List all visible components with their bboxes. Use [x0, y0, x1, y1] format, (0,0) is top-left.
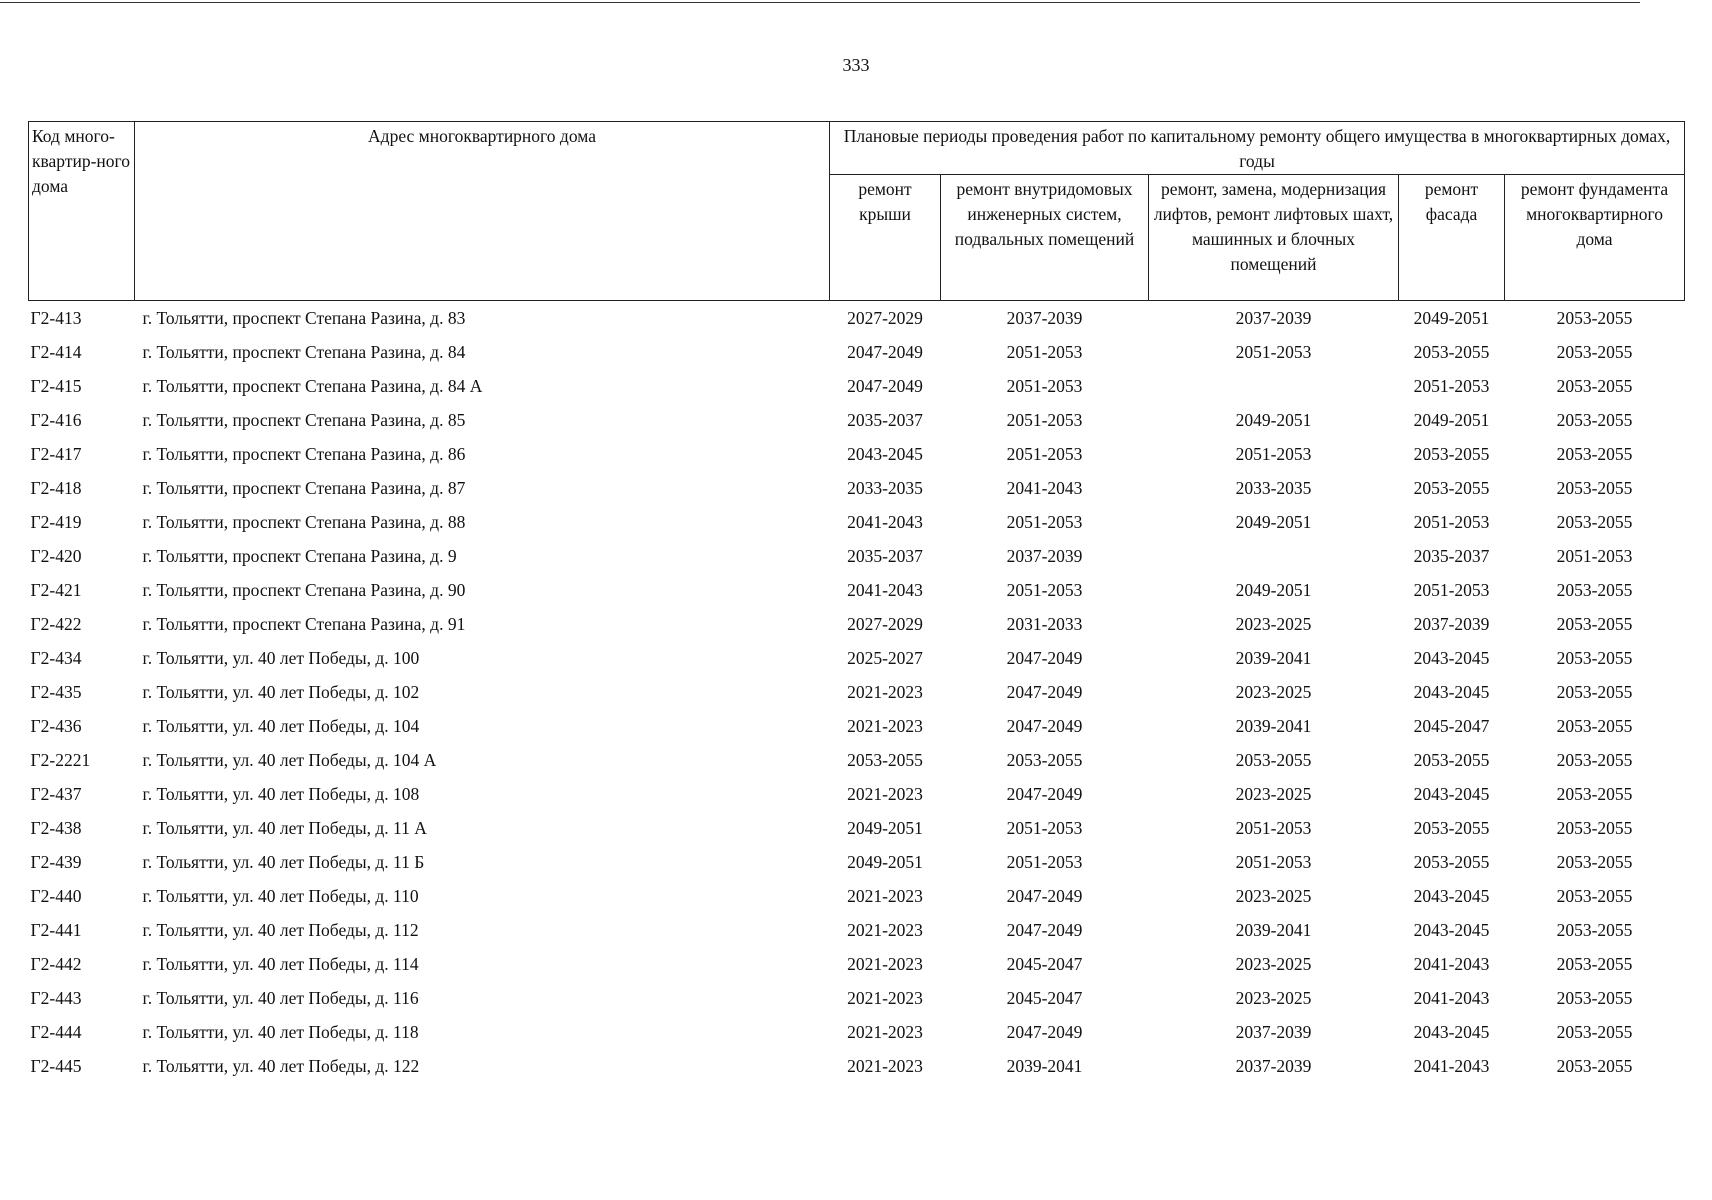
- cell-address: г. Тольятти, проспект Степана Разина, д. 88: [142, 511, 466, 532]
- cell-address: г. Тольятти, проспект Степана Разина, д. 9: [142, 545, 457, 566]
- cell-roof: 2033-2035: [847, 477, 923, 498]
- table-row: [29, 573, 1685, 607]
- cell-elevators: 2053-2055: [1235, 749, 1312, 770]
- cell-address: г. Тольятти, проспект Степана Разина, д. 84 А: [142, 375, 483, 396]
- cell-engineering: 2051-2053: [1006, 579, 1083, 600]
- table-row: [29, 607, 1685, 641]
- cell-foundation: 2053-2055: [1556, 409, 1633, 430]
- cell-code: Г2-417: [30, 443, 82, 464]
- cell-foundation: 2053-2055: [1556, 681, 1633, 702]
- cell-address: г. Тольятти, проспект Степана Разина, д. 85: [142, 409, 466, 430]
- cell-engineering: 2037-2039: [1006, 307, 1083, 328]
- cell-roof: 2035-2037: [847, 545, 923, 566]
- cell-foundation: 2051-2053: [1556, 545, 1633, 566]
- cell-code: Г2-435: [30, 681, 82, 702]
- cell-code: Г2-438: [30, 817, 82, 838]
- cell-elevators: 2037-2039: [1235, 307, 1312, 328]
- cell-elevators: 2051-2053: [1235, 851, 1312, 872]
- page-number: 333: [842, 55, 870, 75]
- cell-facade: 2043-2045: [1413, 647, 1490, 668]
- cell-facade: 2041-2043: [1413, 1055, 1490, 1076]
- cell-code: Г2-441: [30, 919, 82, 940]
- cell-foundation: 2053-2055: [1556, 783, 1633, 804]
- cell-code: Г2-445: [30, 1055, 82, 1076]
- cell-engineering: 2045-2047: [1006, 987, 1083, 1008]
- cell-address: г. Тольятти, ул. 40 лет Победы, д. 110: [142, 885, 419, 906]
- cell-address: г. Тольятти, ул. 40 лет Победы, д. 104: [142, 715, 420, 736]
- cell-engineering: 2047-2049: [1006, 919, 1083, 940]
- cell-code: Г2-416: [30, 409, 82, 430]
- cell-roof: 2041-2043: [847, 511, 923, 532]
- cell-engineering: 2031-2033: [1006, 613, 1083, 634]
- cell-engineering: 2051-2053: [1006, 409, 1083, 430]
- cell-facade: 2043-2045: [1413, 885, 1490, 906]
- cell-foundation: 2053-2055: [1556, 987, 1633, 1008]
- cell-roof: 2021-2023: [847, 715, 923, 736]
- cell-address: г. Тольятти, ул. 40 лет Победы, д. 11 А: [142, 817, 427, 838]
- cell-elevators: [1149, 539, 1399, 573]
- cell-engineering: 2047-2049: [1006, 681, 1083, 702]
- cell-address: г. Тольятти, ул. 40 лет Победы, д. 112: [142, 919, 419, 940]
- cell-facade: 2053-2055: [1413, 341, 1490, 362]
- table-row: [29, 845, 1685, 879]
- cell-foundation: 2053-2055: [1556, 613, 1633, 634]
- table-row: [29, 403, 1685, 437]
- cell-facade: 2051-2053: [1413, 375, 1490, 396]
- cell-address: г. Тольятти, проспект Степана Разина, д. 91: [142, 613, 466, 634]
- table-row: [29, 981, 1685, 1015]
- cell-address: г. Тольятти, ул. 40 лет Победы, д. 11 Б: [142, 851, 425, 872]
- cell-foundation: 2053-2055: [1556, 511, 1633, 532]
- cell-code: Г2-2221: [30, 749, 91, 770]
- cell-address: г. Тольятти, ул. 40 лет Победы, д. 118: [142, 1021, 419, 1042]
- cell-engineering: 2047-2049: [1006, 647, 1083, 668]
- cell-facade: 2043-2045: [1413, 681, 1490, 702]
- cell-code: Г2-443: [30, 987, 82, 1008]
- table-header: [29, 122, 1685, 301]
- table-row: [29, 879, 1685, 913]
- table-row: [29, 777, 1685, 811]
- cell-elevators: 2049-2051: [1235, 579, 1312, 600]
- cell-foundation: 2053-2055: [1556, 919, 1633, 940]
- cell-roof: 2049-2051: [847, 851, 923, 872]
- cell-engineering: 2037-2039: [1006, 545, 1083, 566]
- cell-facade: 2043-2045: [1413, 919, 1490, 940]
- cell-engineering: 2051-2053: [1006, 511, 1083, 532]
- cell-address: г. Тольятти, проспект Степана Разина, д. 84: [142, 341, 466, 362]
- cell-facade: 2043-2045: [1413, 783, 1490, 804]
- cell-code: Г2-420: [30, 545, 82, 566]
- cell-elevators: [1149, 369, 1399, 403]
- table-row: [29, 335, 1685, 369]
- cell-engineering: 2039-2041: [1006, 1055, 1083, 1076]
- cell-foundation: 2053-2055: [1556, 715, 1633, 736]
- cell-facade: 2049-2051: [1413, 409, 1490, 430]
- cell-foundation: 2053-2055: [1556, 443, 1633, 464]
- cell-roof: 2053-2055: [847, 749, 923, 770]
- cell-facade: 2049-2051: [1413, 307, 1490, 328]
- cell-foundation: 2053-2055: [1556, 375, 1633, 396]
- table-row: [29, 709, 1685, 743]
- top-rule: [0, 2, 1640, 3]
- cell-foundation: 2053-2055: [1556, 1055, 1633, 1076]
- cell-foundation: 2053-2055: [1556, 341, 1633, 362]
- cell-code: Г2-414: [30, 341, 82, 362]
- table-body: [29, 301, 1685, 1084]
- cell-engineering: 2051-2053: [1006, 443, 1083, 464]
- cell-facade: 2051-2053: [1413, 511, 1490, 532]
- cell-engineering: 2047-2049: [1006, 783, 1083, 804]
- cell-engineering: 2051-2053: [1006, 817, 1083, 838]
- cell-foundation: 2053-2055: [1556, 579, 1633, 600]
- table-row: [29, 539, 1685, 573]
- cell-roof: 2021-2023: [847, 953, 923, 974]
- cell-roof: 2027-2029: [847, 613, 923, 634]
- header-elevators: ремонт, замена, модернизация лифтов, ремонт лифтовых шахт, машинных и блочных помещений: [1149, 175, 1399, 301]
- cell-roof: 2047-2049: [847, 341, 923, 362]
- cell-facade: 2053-2055: [1413, 477, 1490, 498]
- table-row: [29, 947, 1685, 981]
- cell-roof: 2035-2037: [847, 409, 923, 430]
- header-facade: ремонт фасада: [1399, 175, 1505, 301]
- cell-elevators: 2023-2025: [1235, 885, 1312, 906]
- cell-facade: 2051-2053: [1413, 579, 1490, 600]
- cell-code: Г2-440: [30, 885, 82, 906]
- cell-roof: 2021-2023: [847, 987, 923, 1008]
- cell-roof: 2041-2043: [847, 579, 923, 600]
- cell-foundation: 2053-2055: [1556, 885, 1633, 906]
- cell-roof: 2021-2023: [847, 885, 923, 906]
- cell-facade: 2053-2055: [1413, 851, 1490, 872]
- cell-code: Г2-437: [30, 783, 82, 804]
- cell-address: г. Тольятти, ул. 40 лет Победы, д. 122: [142, 1055, 420, 1076]
- table-row: [29, 913, 1685, 947]
- cell-roof: 2049-2051: [847, 817, 923, 838]
- header-address: Адрес многоквартирного дома: [135, 122, 830, 301]
- cell-code: Г2-418: [30, 477, 82, 498]
- cell-facade: 2035-2037: [1413, 545, 1490, 566]
- cell-roof: 2025-2027: [847, 647, 923, 668]
- cell-elevators: 2023-2025: [1235, 783, 1312, 804]
- table-row: [29, 471, 1685, 505]
- cell-facade: 2053-2055: [1413, 749, 1490, 770]
- cell-address: г. Тольятти, ул. 40 лет Победы, д. 100: [142, 647, 420, 668]
- cell-elevators: 2049-2051: [1235, 511, 1312, 532]
- cell-facade: 2037-2039: [1413, 613, 1490, 634]
- header-engineering: ремонт внутридомовых инженерных систем, подвальных помещений: [941, 175, 1149, 301]
- cell-facade: 2043-2045: [1413, 1021, 1490, 1042]
- table-row: [29, 811, 1685, 845]
- cell-address: г. Тольятти, проспект Степана Разина, д. 90: [142, 579, 466, 600]
- cell-engineering: 2051-2053: [1006, 375, 1083, 396]
- repair-schedule-table: [28, 121, 1685, 1083]
- cell-elevators: 2023-2025: [1235, 613, 1312, 634]
- cell-address: г. Тольятти, ул. 40 лет Победы, д. 104 А: [142, 749, 437, 770]
- header-foundation: ремонт фундамента многоквартирного дома: [1505, 175, 1685, 301]
- cell-code: Г2-415: [30, 375, 82, 396]
- cell-engineering: 2053-2055: [1006, 749, 1083, 770]
- cell-address: г. Тольятти, ул. 40 лет Победы, д. 116: [142, 987, 419, 1008]
- cell-foundation: 2053-2055: [1556, 817, 1633, 838]
- cell-engineering: 2041-2043: [1006, 477, 1083, 498]
- cell-engineering: 2047-2049: [1006, 885, 1083, 906]
- table-row: [29, 505, 1685, 539]
- table-row: [29, 641, 1685, 675]
- cell-code: Г2-419: [30, 511, 82, 532]
- cell-facade: 2053-2055: [1413, 817, 1490, 838]
- cell-roof: 2021-2023: [847, 1021, 923, 1042]
- cell-engineering: 2051-2053: [1006, 341, 1083, 362]
- cell-facade: 2045-2047: [1413, 715, 1490, 736]
- cell-code: Г2-434: [30, 647, 82, 668]
- header-roof: ремонт крыши: [830, 175, 941, 301]
- cell-engineering: 2045-2047: [1006, 953, 1083, 974]
- cell-roof: 2021-2023: [847, 919, 923, 940]
- cell-foundation: 2053-2055: [1556, 647, 1633, 668]
- cell-address: г. Тольятти, проспект Степана Разина, д. 86: [142, 443, 466, 464]
- cell-foundation: 2053-2055: [1556, 953, 1633, 974]
- cell-address: г. Тольятти, проспект Степана Разина, д. 83: [142, 307, 466, 328]
- table-row: [29, 437, 1685, 471]
- cell-engineering: 2051-2053: [1006, 851, 1083, 872]
- cell-foundation: 2053-2055: [1556, 477, 1633, 498]
- cell-elevators: 2051-2053: [1235, 443, 1312, 464]
- cell-elevators: 2039-2041: [1235, 919, 1312, 940]
- cell-elevators: 2051-2053: [1235, 817, 1312, 838]
- cell-elevators: 2023-2025: [1235, 953, 1312, 974]
- cell-roof: 2021-2023: [847, 1055, 923, 1076]
- cell-code: Г2-422: [30, 613, 82, 634]
- cell-foundation: 2053-2055: [1556, 1021, 1633, 1042]
- cell-roof: 2047-2049: [847, 375, 923, 396]
- table-row: [29, 369, 1685, 403]
- cell-facade: 2041-2043: [1413, 987, 1490, 1008]
- cell-address: г. Тольятти, ул. 40 лет Победы, д. 114: [142, 953, 419, 974]
- cell-roof: 2043-2045: [847, 443, 923, 464]
- cell-elevators: 2023-2025: [1235, 681, 1312, 702]
- cell-elevators: 2039-2041: [1235, 715, 1312, 736]
- cell-code: Г2-421: [30, 579, 82, 600]
- cell-elevators: 2037-2039: [1235, 1055, 1312, 1076]
- cell-code: Г2-413: [30, 307, 82, 328]
- header-code: Код много-квартир-ного дома: [29, 122, 135, 301]
- cell-elevators: 2051-2053: [1235, 341, 1312, 362]
- cell-engineering: 2047-2049: [1006, 1021, 1083, 1042]
- cell-foundation: 2053-2055: [1556, 749, 1633, 770]
- cell-code: Г2-442: [30, 953, 82, 974]
- table-row: [29, 1049, 1685, 1083]
- cell-roof: 2027-2029: [847, 307, 923, 328]
- cell-address: г. Тольятти, ул. 40 лет Победы, д. 108: [142, 783, 420, 804]
- cell-code: Г2-436: [30, 715, 82, 736]
- cell-facade: 2053-2055: [1413, 443, 1490, 464]
- cell-roof: 2021-2023: [847, 681, 923, 702]
- cell-elevators: 2039-2041: [1235, 647, 1312, 668]
- cell-facade: 2041-2043: [1413, 953, 1490, 974]
- table-row: [29, 1015, 1685, 1049]
- table-row: [29, 675, 1685, 709]
- cell-foundation: 2053-2055: [1556, 307, 1633, 328]
- table-row: [29, 301, 1685, 336]
- cell-foundation: 2053-2055: [1556, 851, 1633, 872]
- header-periods: Плановые периоды проведения работ по капитальному ремонту общего имущества в многоквартирных домах, годы: [830, 122, 1685, 175]
- cell-roof: 2021-2023: [847, 783, 923, 804]
- table-row: [29, 743, 1685, 777]
- cell-code: Г2-444: [30, 1021, 82, 1042]
- cell-elevators: 2037-2039: [1235, 1021, 1312, 1042]
- cell-elevators: 2049-2051: [1235, 409, 1312, 430]
- cell-elevators: 2033-2035: [1235, 477, 1312, 498]
- cell-engineering: 2047-2049: [1006, 715, 1083, 736]
- cell-address: г. Тольятти, ул. 40 лет Победы, д. 102: [142, 681, 420, 702]
- cell-code: Г2-439: [30, 851, 82, 872]
- cell-address: г. Тольятти, проспект Степана Разина, д. 87: [142, 477, 466, 498]
- cell-elevators: 2023-2025: [1235, 987, 1312, 1008]
